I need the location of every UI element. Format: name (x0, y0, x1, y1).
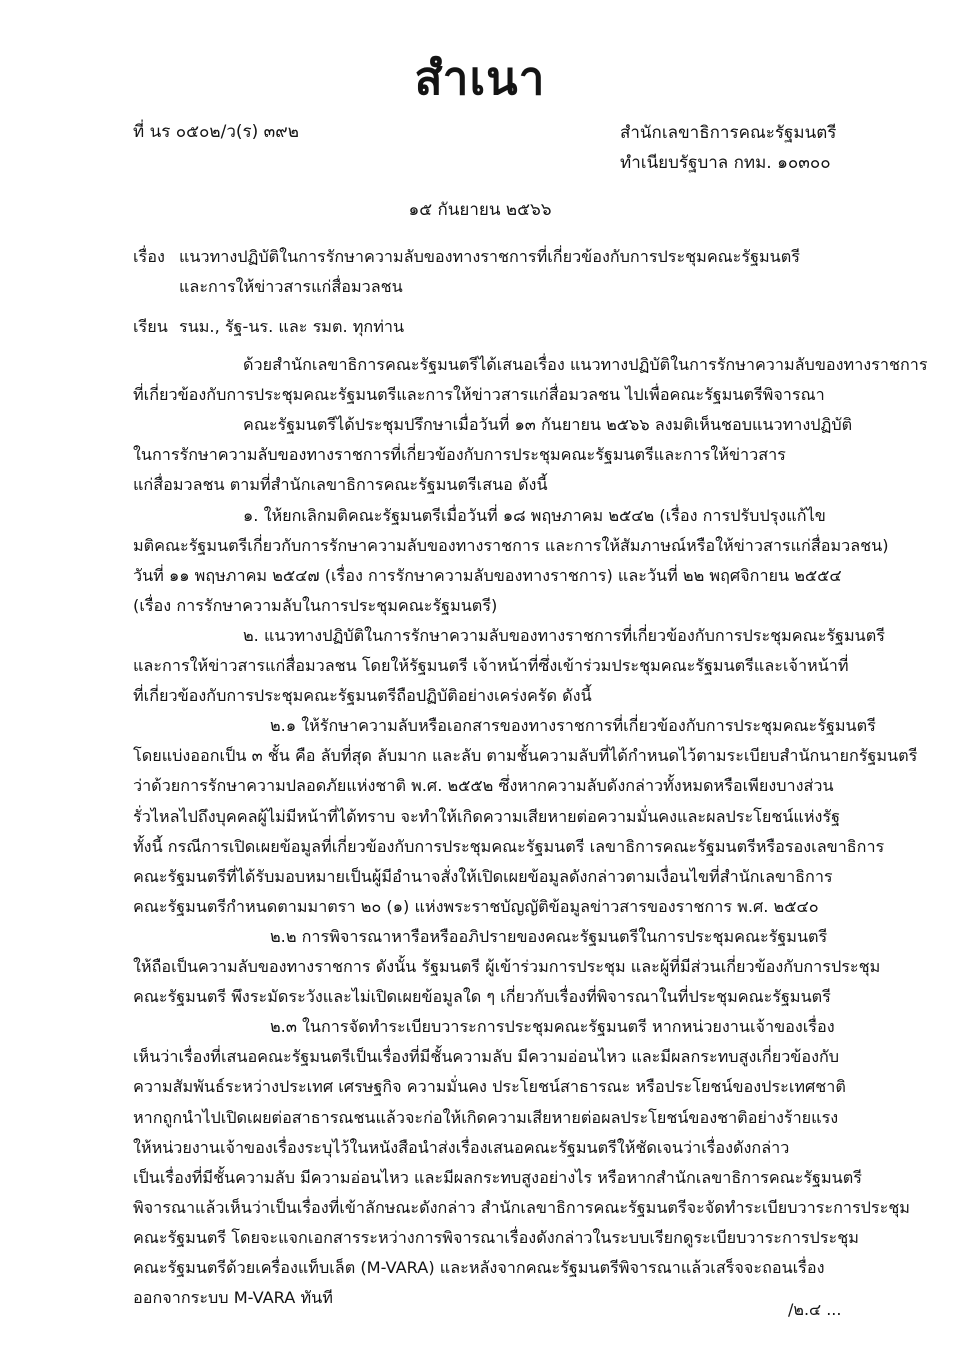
body-line: วันที่ ๑๑ พฤษภาคม ๒๕๔๗ (เรื่อง การรักษาความลับของทางราชการ) และวันที่ ๒๒ พฤศจิกายน ๒๕๕๔ (133, 566, 842, 585)
body-line: คณะรัฐมนตรีด้วยเครื่องแท็บเล็ต (M-VARA) และหลังจากคณะรัฐมนตรีพิจารณาแล้วเสร็จจะถอนเรื่อง (133, 1258, 825, 1277)
body-line: คณะรัฐมนตรี โดยจะแจกเอกสารระหว่างการพิจารณาเรื่องดังกล่าวในระบบเรียกดูระเบียบวาระการประชุม (133, 1228, 859, 1247)
body-line: ๒. แนวทางปฏิบัติในการรักษาความลับของทางราชการที่เกี่ยวข้องกับการประชุมคณะรัฐมนตรี (243, 626, 885, 645)
salutation-text: รนม., รัฐ-นร. และ รมต. ทุกท่าน (179, 317, 405, 336)
body-line: ออกจากระบบ M-VARA ทันที (133, 1288, 333, 1307)
salutation-label: เรียน (133, 317, 168, 336)
body-line: ว่าด้วยการรักษาความปลอดภัยแห่งชาติ พ.ศ. ๒๕๕๒ ซึ่งหากความลับดังกล่าวทั้งหมดหรือเพียงบางส่วน (133, 776, 834, 795)
body-line: ด้วยสำนักเลขาธิการคณะรัฐมนตรีได้เสนอเรื่อง แนวทางปฏิบัติในการรักษาความลับของทางราชการ (243, 355, 928, 374)
body-line: ความสัมพันธ์ระหว่างประเทศ เศรษฐกิจ ความมั่นคง ประโยชน์สาธารณะ หรือประโยชน์ของประเทศชาติ (133, 1077, 846, 1096)
body-line: ๒.๑ ให้รักษาความลับหรือเอกสารของทางราชการที่เกี่ยวข้องกับการประชุมคณะรัฐมนตรี (270, 716, 876, 735)
body-line: หากถูกนำไปเปิดเผยต่อสาธารณชนแล้วจะก่อให้เกิดความเสียหายต่อผลประโยชน์ของชาติอย่างร้ายแรง (133, 1108, 839, 1127)
subject-line-2: และการให้ข่าวสารแก่สื่อมวลชน (179, 277, 403, 296)
body-line: คณะรัฐมนตรีได้ประชุมปรึกษาเมื่อวันที่ ๑๓ กันยายน ๒๕๖๖ ลงมติเห็นชอบแนวทางปฏิบัติ (243, 415, 853, 434)
body-line: ที่เกี่ยวข้องกับการประชุมคณะรัฐมนตรีถือปฏิบัติอย่างเคร่งครัด ดังนี้ (133, 686, 592, 705)
document-date: ๑๕ กันยายน ๒๕๖๖ (408, 200, 552, 220)
document-reference-number: ที่ นร ๐๕๐๒/ว(ร) ๓๙๒ (133, 122, 299, 142)
body-line: ๑. ให้ยกเลิกมติคณะรัฐมนตรีเมื่อวันที่ ๑๘ พฤษภาคม ๒๕๔๒ (เรื่อง การปรับปรุงแก้ไข (243, 506, 826, 525)
body-line: คณะรัฐมนตรี พึงระมัดระวังและไม่เปิดเผยข้อมูลใด ๆ เกี่ยวกับเรื่องที่พิจารณาในที่ประชุมคณะรัฐมนตรี (133, 987, 831, 1006)
body-line: ในการรักษาความลับของทางราชการที่เกี่ยวข้องกับการประชุมคณะรัฐมนตรีและการให้ข่าวสาร (133, 445, 786, 464)
body-line: เห็นว่าเรื่องที่เสนอคณะรัฐมนตรีเป็นเรื่องที่มีชั้นความลับ มีความอ่อนไหว และมีผลกระทบสูงเกี่ยวข้องกับ (133, 1047, 840, 1066)
issuer-address (620, 118, 836, 178)
salutation-line (133, 314, 845, 340)
body-line: ให้หน่วยงานเจ้าของเรื่องระบุไว้ในหนังสือนำส่งเรื่องเสนอคณะรัฐมนตรีให้ชัดเจนว่าเรื่องดังกล่าว (133, 1138, 790, 1157)
body-line: โดยแบ่งออกเป็น ๓ ชั้น คือ ลับที่สุด ลับมาก และลับ ตามชั้นความลับที่ได้กำหนดไว้ตามระเบียบสำนักนายกรัฐมนตรี (133, 746, 918, 765)
body-line: (เรื่อง การรักษาความลับในการประชุมคณะรัฐมนตรี) (133, 596, 498, 615)
body-line: ๒.๓ ในการจัดทำระเบียบวาระการประชุมคณะรัฐมนตรี หากหน่วยงานเจ้าของเรื่อง (270, 1017, 835, 1036)
subject-text-1: แนวทางปฏิบัติในการรักษาความลับของทางราชการที่เกี่ยวข้องกับการประชุมคณะรัฐมนตรี (179, 247, 800, 266)
body-line: ๒.๒ การพิจารณาหารือหรืออภิปรายของคณะรัฐมนตรีในการประชุมคณะรัฐมนตรี (270, 927, 828, 946)
issuer-location: ทำเนียบรัฐบาล กทม. ๑๐๓๐๐ (620, 153, 831, 173)
page-continuation-marker: /๒.๔ ... (788, 1300, 842, 1319)
body-line: คณะรัฐมนตรีที่ได้รับมอบหมายเป็นผู้มีอำนาจสั่งให้เปิดเผยข้อมูลดังกล่าวตามเงื่อนไขที่สำนักเลขาธิการ (133, 867, 833, 886)
issuer-office: สำนักเลขาธิการคณะรัฐมนตรี (620, 123, 837, 143)
body-line: ทั้งนี้ กรณีการเปิดเผยข้อมูลที่เกี่ยวข้องกับการประชุมคณะรัฐมนตรี เลขาธิการคณะรัฐมนตรีหรือรองเลขาธิการ (133, 837, 885, 856)
body-line: คณะรัฐมนตรีกำหนดตามมาตรา ๒๐ (๑) แห่งพระราชบัญญัติข้อมูลข่าวสารของราชการ พ.ศ. ๒๕๔๐ (133, 897, 819, 916)
body-line: แก่สื่อมวลชน ตามที่สำนักเลขาธิการคณะรัฐมนตรีเสนอ ดังนี้ (133, 475, 548, 494)
subject-line (133, 244, 845, 270)
body-line: เป็นเรื่องที่มีชั้นความลับ มีความอ่อนไหว และมีผลกระทบสูงอย่างไร หรือหากสำนักเลขาธิการคณะรัฐมนตรี (133, 1168, 862, 1187)
body-line: ที่เกี่ยวข้องกับการประชุมคณะรัฐมนตรีและการให้ข่าวสารแก่สื่อมวลชน ไปเพื่อคณะรัฐมนตรีพิจารณา (133, 385, 825, 404)
subject-label: เรื่อง (133, 247, 165, 266)
copy-stamp-title: สำเนา (414, 51, 546, 105)
body-line: พิจารณาแล้วเห็นว่าเป็นเรื่องที่เข้าลักษณะดังกล่าว สำนักเลขาธิการคณะรัฐมนตรีจะจัดทำระเบียบวาระการประชุม (133, 1198, 910, 1217)
body-line: ให้ถือเป็นความลับของทางราชการ ดังนั้น รัฐมนตรี ผู้เข้าร่วมการประชุม และผู้ที่มีส่วนเกี่ยวข้องกับการประชุม (133, 957, 881, 976)
body-line: มติคณะรัฐมนตรีเกี่ยวกับการรักษาความลับของทางราชการ และการให้สัมภาษณ์หรือให้ข่าวสารแก่สื่อมวลชน) (133, 536, 889, 555)
body-line: และการให้ข่าวสารแก่สื่อมวลชน โดยให้รัฐมนตรี เจ้าหน้าที่ซึ่งเข้าร่วมประชุมคณะรัฐมนตรีและเจ้าหน้าที่ (133, 656, 849, 675)
body-line: รั่วไหลไปถึงบุคคลผู้ไม่มีหน้าที่ได้ทราบ จะทำให้เกิดความเสียหายต่อความมั่นคงและผลประโยชน์แห่งรัฐ (133, 807, 841, 826)
